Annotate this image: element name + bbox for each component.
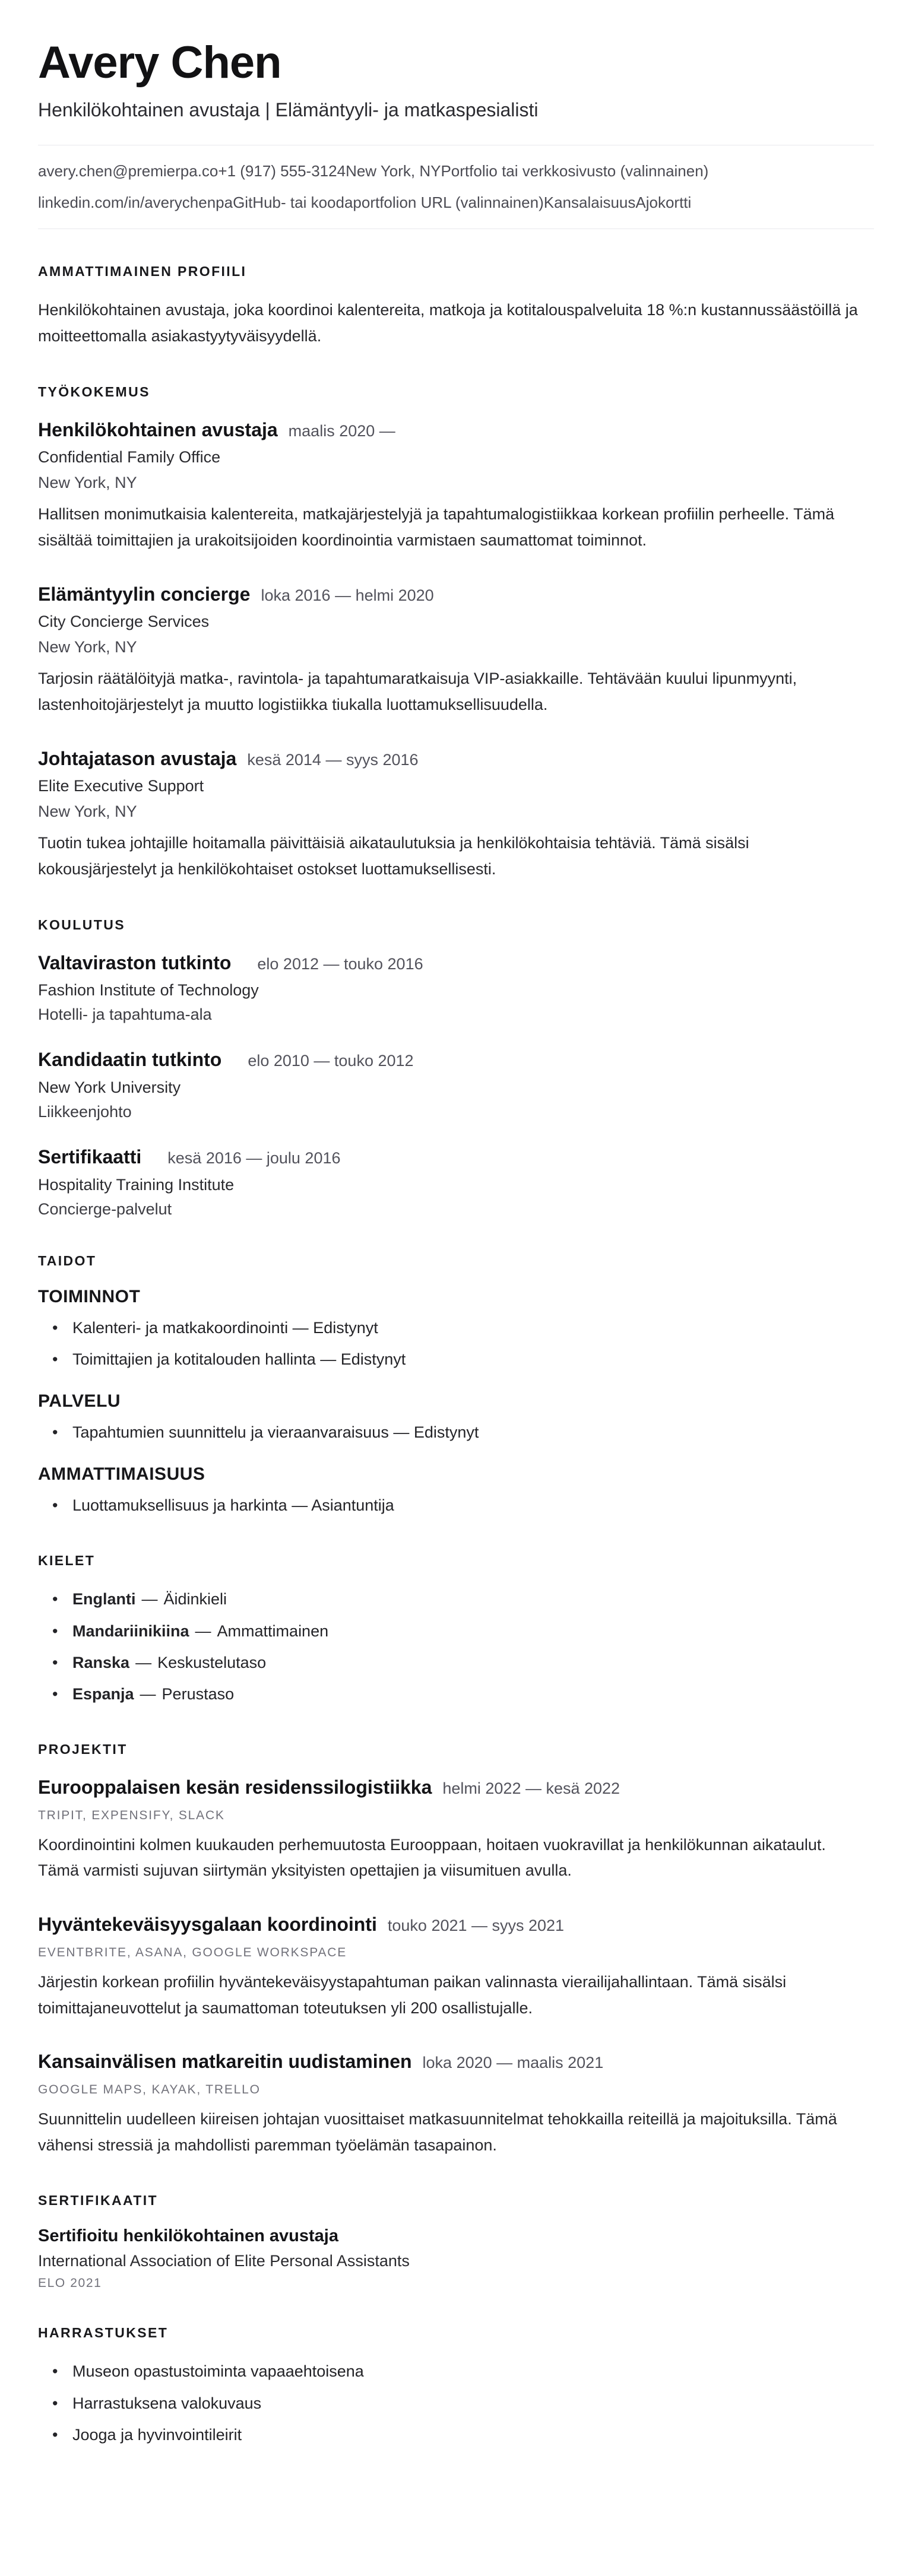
contact-location: New York, NY <box>346 162 441 180</box>
hobby-item-text: Jooga ja hyvinvointileirit <box>72 2425 242 2444</box>
language-level: Perustaso <box>162 1684 235 1703</box>
education-entry <box>38 1145 874 1219</box>
job-dates: maalis 2020 — <box>288 421 395 440</box>
hobby-item <box>38 2391 869 2416</box>
field-of-study: Hotelli- ja tapahtuma-ala <box>38 1005 212 1024</box>
section-experience <box>38 384 874 883</box>
language-name: Espanja <box>72 1684 134 1703</box>
certification-title: Sertifioitu henkilökohtainen avustaja <box>38 2226 338 2246</box>
skill-group-name: TOIMINNOT <box>38 1286 141 1306</box>
contact-line-2 <box>38 191 874 214</box>
section-heading-hobbies: HARRASTUKSET <box>38 2325 169 2341</box>
language-separator: — <box>140 1684 156 1703</box>
degree-title: Kandidaatin tutkinto <box>38 1049 222 1071</box>
contact-block <box>38 145 874 229</box>
experience-entry-header <box>38 582 874 607</box>
section-heading-education: KOULUTUS <box>38 916 125 932</box>
language-name: Englanti <box>72 1590 136 1609</box>
language-level: Keskustelutaso <box>157 1653 267 1671</box>
job-location: New York, NY <box>38 474 137 492</box>
skill-group-name: PALVELU <box>38 1391 121 1411</box>
hobby-item-text: Museon opastustoiminta vapaaehtoisena <box>72 2362 364 2381</box>
project-title: Hyväntekeväisyysgalaan koordinointi <box>38 1914 377 1936</box>
experience-entry <box>38 747 874 883</box>
project-entry-header <box>38 1775 874 1800</box>
skill-item <box>38 1347 869 1372</box>
language-name: Ranska <box>72 1653 130 1671</box>
skill-group <box>38 1287 874 1372</box>
language-separator: — <box>195 1622 211 1640</box>
skill-item <box>38 1420 869 1445</box>
job-company: Elite Executive Support <box>38 777 204 795</box>
certification-issuer: International Association of Elite Personal Assistants <box>38 2252 410 2270</box>
skill-item-text: Toimittajien ja kotitalouden hallinta — Edistynyt <box>72 1350 406 1368</box>
contact-portfolio: Portfolio tai verkkosivusto (valinnainen) <box>441 162 709 180</box>
hobby-item <box>38 2359 869 2384</box>
experience-entry-header <box>38 418 874 443</box>
job-description: Tuotin tukea johtajille hoitamalla päivittäisiä aikataulutuksia ja henkilökohtaisia tehtäviä. Tämä sisälsi kokousjärjestelyt ja henkilökohtaiset ostokset luottamuksellisesti. <box>38 834 749 878</box>
contact-drivers-license: Ajokortti <box>635 193 692 212</box>
contact-line-1 <box>38 160 874 183</box>
contact-github: GitHub- tai koodaportfolion URL (valinnainen) <box>233 193 544 212</box>
experience-entry-header <box>38 747 874 772</box>
section-hobbies <box>38 2325 874 2448</box>
language-separator: — <box>135 1653 152 1671</box>
job-company: Confidential Family Office <box>38 448 221 467</box>
project-dates: touko 2021 — syys 2021 <box>387 1917 565 1935</box>
skill-group-name: AMMATTIMAISUUS <box>38 1464 205 1484</box>
education-entry-header <box>38 951 874 976</box>
language-item <box>38 1682 869 1707</box>
skill-list <box>38 1420 874 1445</box>
project-entry <box>38 2050 874 2158</box>
language-separator: — <box>141 1590 158 1609</box>
school-name: Fashion Institute of Technology <box>38 981 259 1000</box>
certification-entry <box>38 2226 874 2291</box>
job-title: Henkilökohtainen avustaja <box>38 418 278 440</box>
section-profile <box>38 264 874 349</box>
contact-citizenship: Kansalaisuus <box>543 193 636 212</box>
job-description: Tarjosin räätälöityjä matka-, ravintola- ja tapahtumaratkaisuja VIP-asiakkaille. Tehtävään kuului lipunmyynti, lastenhoitojärjestelyt ja muutto logistiikka tiukalla luottamuksellisuudella. <box>38 670 797 714</box>
skill-group <box>38 1464 874 1518</box>
section-heading-projects: PROJEKTIT <box>38 1741 128 1757</box>
education-dates: elo 2012 — touko 2016 <box>257 954 423 973</box>
project-entry-header <box>38 1912 874 1937</box>
project-title: Kansainvälisen matkareitin uudistaminen <box>38 2051 412 2073</box>
experience-entry <box>38 418 874 554</box>
section-languages <box>38 1553 874 1707</box>
school-name: New York University <box>38 1078 181 1097</box>
school-name: Hospitality Training Institute <box>38 1175 235 1194</box>
job-location: New York, NY <box>38 638 137 656</box>
job-company: City Concierge Services <box>38 613 210 631</box>
field-of-study: Liikkeenjohto <box>38 1103 132 1121</box>
skill-item-text: Tapahtumien suunnittelu ja vieraanvaraisuus — Edistynyt <box>72 1423 479 1441</box>
contact-phone: +1 (917) 555-3124 <box>218 162 346 180</box>
field-of-study: Concierge-palvelut <box>38 1200 172 1218</box>
skill-item-text: Kalenteri- ja matkakoordinointi — Edistynyt <box>72 1318 378 1337</box>
language-item <box>38 1587 869 1612</box>
project-dates: loka 2020 — maalis 2021 <box>422 2054 604 2072</box>
education-dates: kesä 2016 — joulu 2016 <box>167 1149 341 1168</box>
language-name: Mandariinikiina <box>72 1622 189 1640</box>
education-entry <box>38 951 874 1024</box>
project-description: Koordinointini kolmen kuukauden perhemuutosta Eurooppaan, hoitaen vuokravillat ja henkilökunnan aikataulut. Tämä varmisti sujuvan siirtymän yksityisten opettajien ja viisumituen avulla. <box>38 1835 826 1880</box>
education-dates: elo 2010 — touko 2012 <box>248 1052 414 1070</box>
project-title: Eurooppalaisen kesän residenssilogistiikka <box>38 1776 432 1798</box>
language-level: Ammattimainen <box>217 1622 329 1640</box>
education-entry <box>38 1048 874 1121</box>
candidate-name: Avery Chen <box>38 37 281 88</box>
candidate-headline: Henkilökohtainen avustaja | Elämäntyyli- ja matkaspesialisti <box>38 99 539 121</box>
hobby-item-text: Harrastuksena valokuvaus <box>72 2394 262 2412</box>
section-heading-experience: TYÖKOKEMUS <box>38 383 150 399</box>
skill-group <box>38 1391 874 1445</box>
skill-item-text: Luottamuksellisuus ja harkinta — Asiantuntija <box>72 1496 394 1515</box>
skill-list <box>38 1315 874 1372</box>
experience-entry <box>38 582 874 718</box>
section-heading-languages: KIELET <box>38 1553 96 1569</box>
job-title: Johtajatason avustaja <box>38 747 237 769</box>
job-dates: kesä 2014 — syys 2016 <box>247 750 419 769</box>
skill-item <box>38 1493 869 1518</box>
project-tools: TRIPIT, EXPENSIFY, SLACK <box>38 1808 225 1822</box>
section-certifications <box>38 2193 874 2291</box>
hobby-item <box>38 2422 869 2448</box>
section-heading-skills: TAIDOT <box>38 1252 97 1268</box>
hobby-list <box>38 2359 874 2448</box>
contact-email: avery.chen@premierpa.co <box>38 162 218 180</box>
job-title: Elämäntyylin concierge <box>38 583 251 605</box>
skill-list <box>38 1493 874 1518</box>
contact-linkedin: linkedin.com/in/averychenpa <box>38 193 233 212</box>
section-heading-profile: AMMATTIMAINEN PROFIILI <box>38 264 247 280</box>
skill-item <box>38 1315 869 1341</box>
education-entry-header <box>38 1145 874 1170</box>
language-list <box>38 1587 874 1707</box>
section-education <box>38 917 874 1219</box>
section-heading-certifications: SERTIFIKAATIT <box>38 2193 158 2209</box>
project-description: Suunnittelin uudelleen kiireisen johtajan vuosittaiset matkasuunnitelmat tehokkailla reiteillä ja majoituksilla. Tämä vähensi stressiä ja mahdollisti paremman työelämän tasapainon. <box>38 2109 837 2154</box>
job-description: Hallitsen monimutkaisia kalentereita, matkajärjestelyjä ja tapahtumalogistiikkaa korkean profiilin perheelle. Tämä sisältää toimittajien ja urakoitsijoiden koordinointia varmistaen saumattomat toiminnot. <box>38 505 835 549</box>
project-entry-header <box>38 2050 874 2074</box>
language-item <box>38 1650 869 1676</box>
section-skills <box>38 1253 874 1519</box>
resume-header <box>38 37 874 229</box>
project-dates: helmi 2022 — kesä 2022 <box>442 1779 620 1798</box>
profile-summary: Henkilökohtainen avustaja, joka koordinoi kalentereita, matkoja ja kotitalouspalveluita 18 %:n kustannussäästöillä ja moitteettomalla asiakastyytyväisyydellä. <box>38 301 858 345</box>
project-description: Järjestin korkean profiilin hyväntekeväisyystapahtuman paikan valinnasta vierailijahallintaan. Tämä sisälsi toimittajaneuvottelut ja saumattoman toteutuksen yli 200 osallistujalle. <box>38 1972 787 2017</box>
language-level: Äidinkieli <box>163 1590 227 1609</box>
project-entry <box>38 1775 874 1884</box>
project-tools: GOOGLE MAPS, KAYAK, TRELLO <box>38 2082 261 2096</box>
degree-title: Valtaviraston tutkinto <box>38 951 232 973</box>
project-entry <box>38 1912 874 2021</box>
certification-date: ELO 2021 <box>38 2276 102 2291</box>
section-projects <box>38 1741 874 2158</box>
job-dates: loka 2016 — helmi 2020 <box>261 586 434 604</box>
degree-title: Sertifikaatti <box>38 1146 142 1168</box>
education-entry-header <box>38 1048 874 1073</box>
project-tools: EVENTBRITE, ASANA, GOOGLE WORKSPACE <box>38 1945 347 1959</box>
language-item <box>38 1619 869 1644</box>
job-location: New York, NY <box>38 802 137 821</box>
